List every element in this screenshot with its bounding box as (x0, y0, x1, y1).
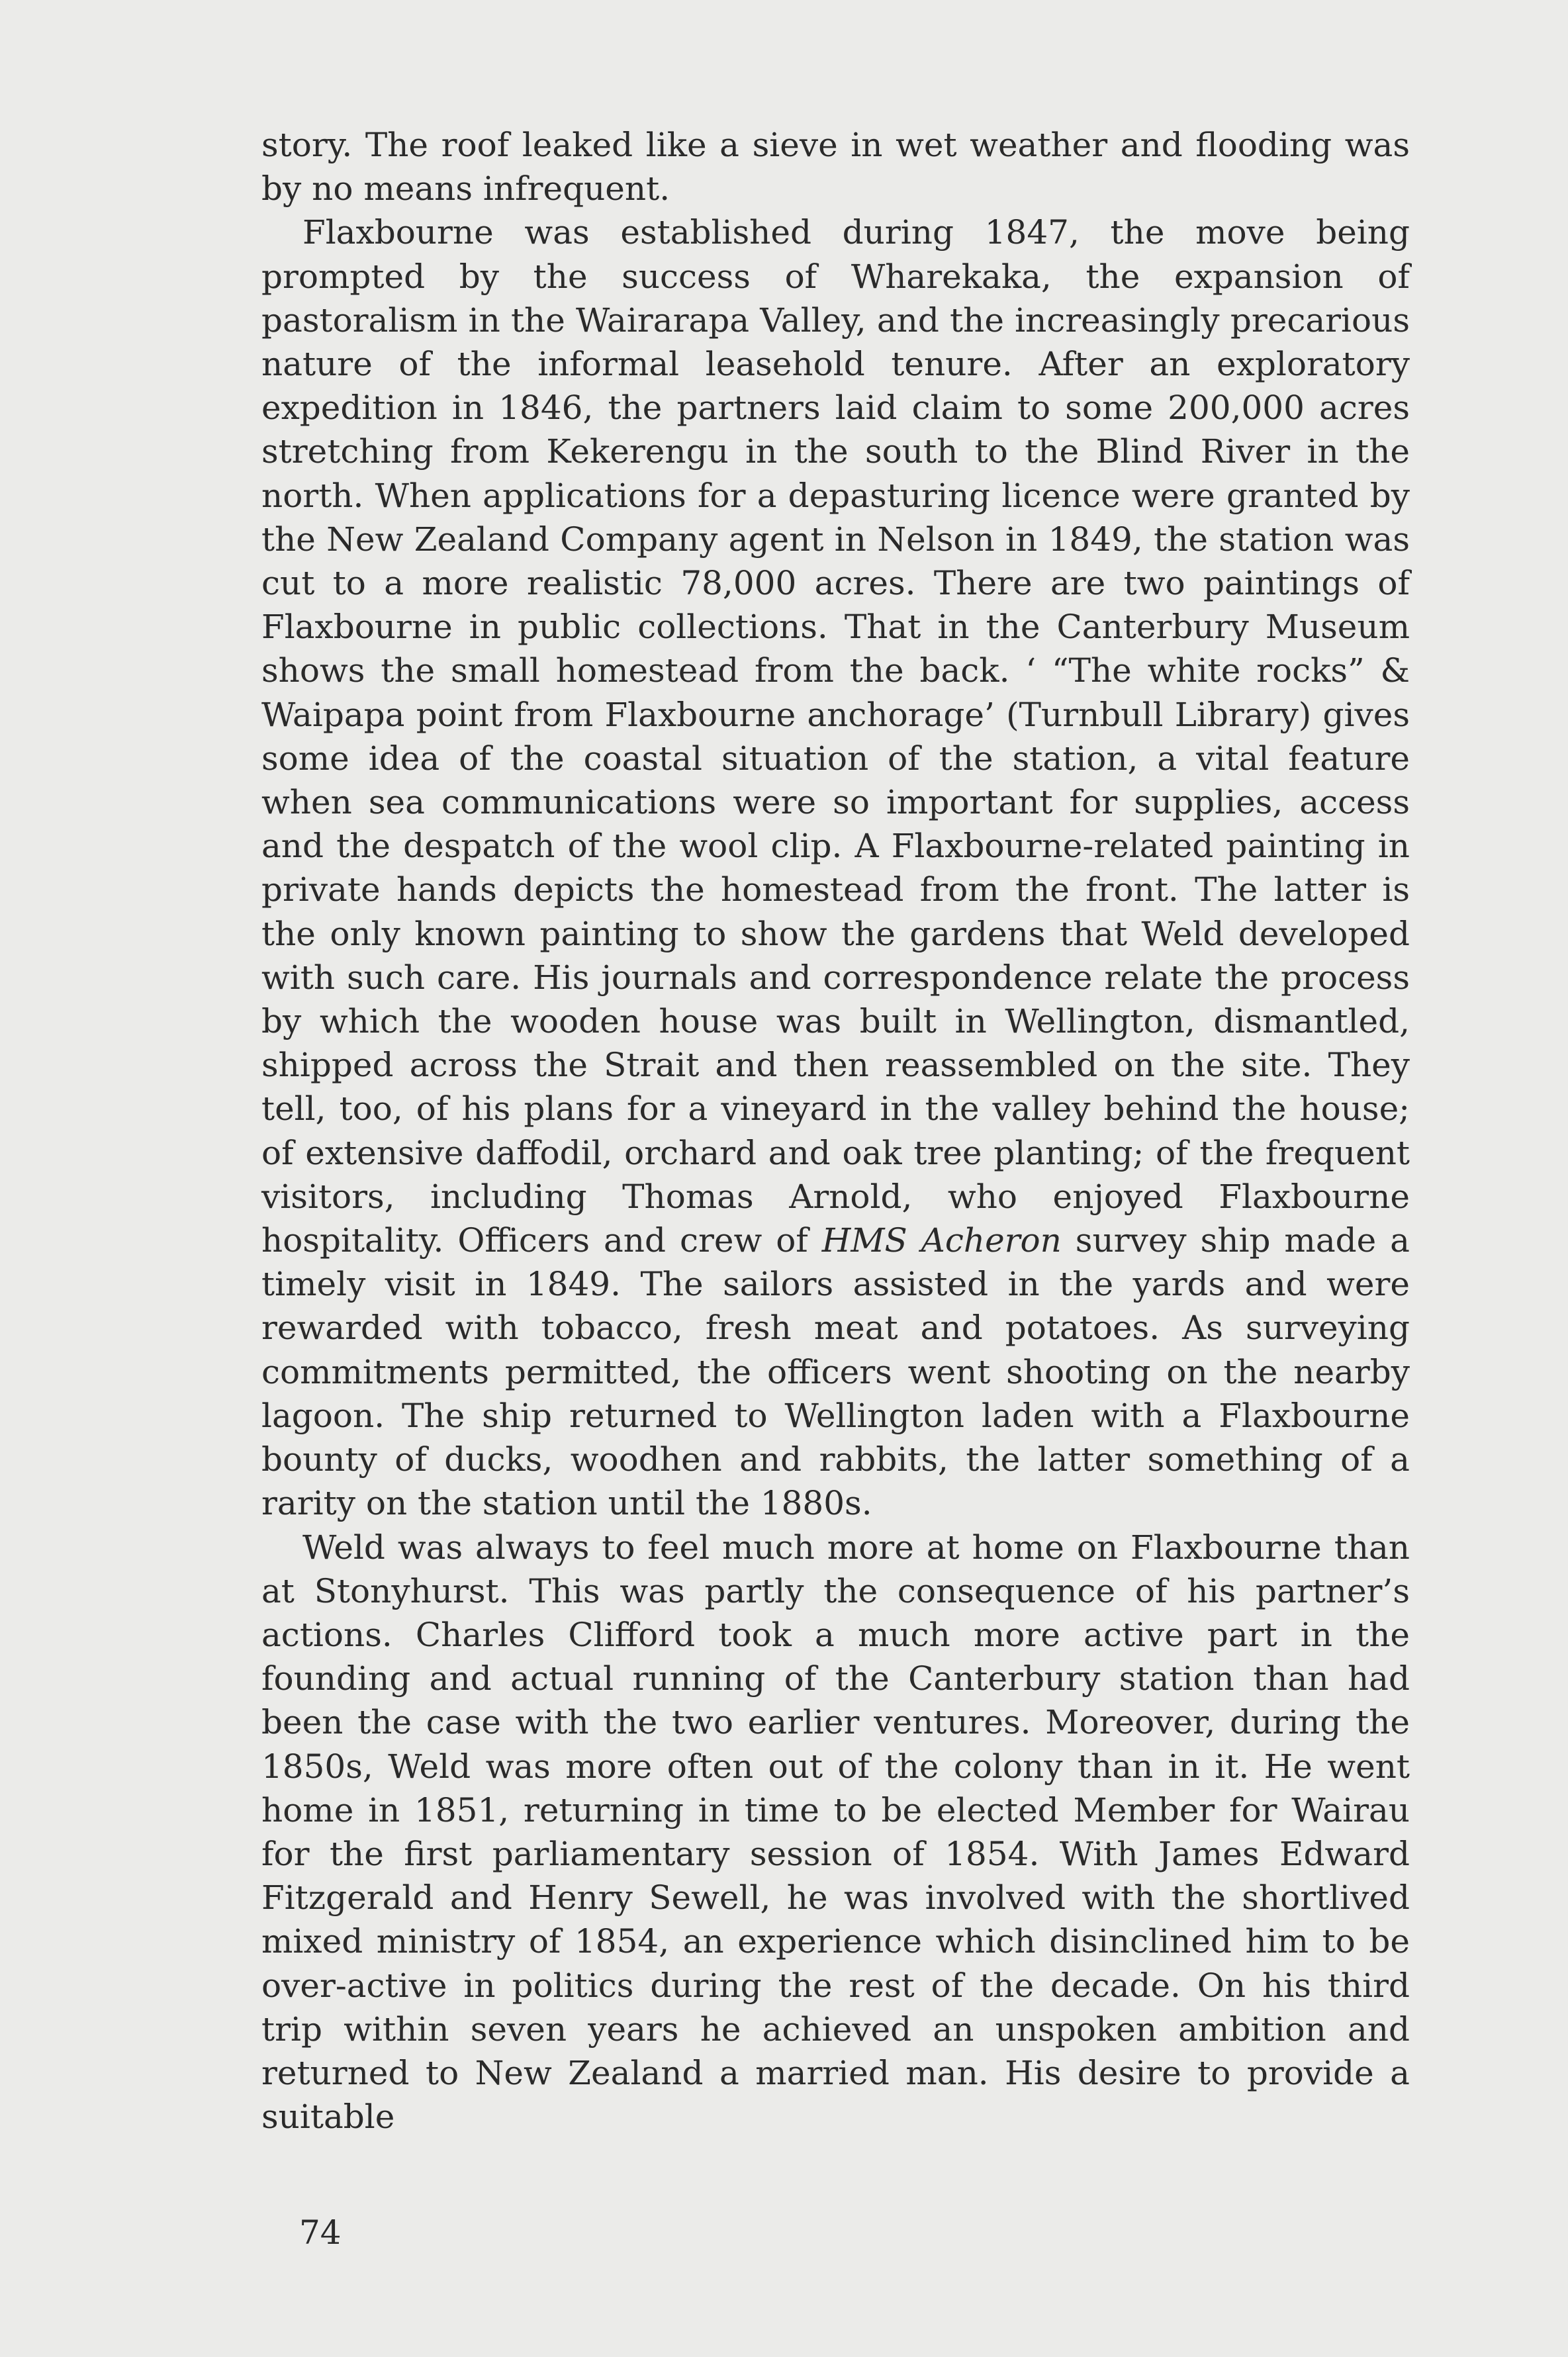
paragraph-text-part: survey ship made a timely visit in 1849. The sailors assisted in the yards and were rewarded with tobacco, fresh meat and potatoes. As surveying commitments permitted, the officers went shooting on the nearby lagoon. The ship returned to Wellington laden with a Flaxbourne bounty of ducks, woodhen and rabbits, the latter something of a rarity on the station until the 1880s. (261, 1221, 1410, 1523)
paragraph-text-part: Flaxbourne was established during 1847, the move being prompted by the success of Wharekaka, the expansion of pastoralism in the Wairarapa Valley, and the increasingly precarious nature of the informal leasehold tenure. After an exploratory expedition in 1846, the partners laid claim to some 200,000 acres stretching from Kekerengu in the south to the Blind River in the north. When applications for a depasturing licence were granted by the New Zealand Company agent in Nelson in 1849, the station was cut to a more realistic 78,000 acres. There are two paintings of Flaxbourne in public collections. That in the Canterbury Museum shows the small homestead from the back. ‘ “The white rocks” & Waipapa point from Flaxbourne anchorage’ (Turnbull Library) gives some idea of the coastal situation of the station, a vital feature when sea communications were so important for supplies, access and the despatch of the wool clip. A Flaxbourne-related painting in private hands depicts the homestead from the front. The latter is the only known painting to show the gardens that Weld developed with such care. His journals and correspondence relate the process by which the wooden house was built in Wellington, dismantled, shipped across the Strait and then reassembled on the site. They tell, too, of his plans for a vineyard in the valley behind the house; of extensive daffodil, orchard and oak tree planting; of the frequent visitors, including Thomas Arnold, who enjoyed Flaxbourne hospitality. Officers and crew of (261, 213, 1410, 1260)
body-text (261, 123, 1410, 2139)
page-number: 74 (299, 2213, 342, 2252)
ship-name-italic: HMS Acheron (821, 1221, 1062, 1260)
paragraph-flaxbourne (261, 210, 1410, 1525)
paragraph-weld: Weld was always to feel much more at home on Flaxbourne than at Stonyhurst. This was partly the consequence of his partner’s actions. Charles Clifford took a much more active part in the founding and actual running of the Canterbury station than had been the case with the two earlier ventures. Moreover, during the 1850s, Weld was more often out of the colony than in it. He went home in 1851, returning in time to be elected Member for Wairau for the first parliamentary session of 1854. With James Edward Fitzgerald and Henry Sewell, he was involved with the shortlived mixed ministry of 1854, an experience which disinclined him to be over-active in politics during the rest of the decade. On his third trip within seven years he achieved an unspoken ambition and returned to New Zealand a married man. His desire to provide a suitable (261, 1528, 1410, 2137)
paragraph-continuation: story. The roof leaked like a sieve in wet weather and flooding was by no means infrequent. (261, 126, 1410, 208)
